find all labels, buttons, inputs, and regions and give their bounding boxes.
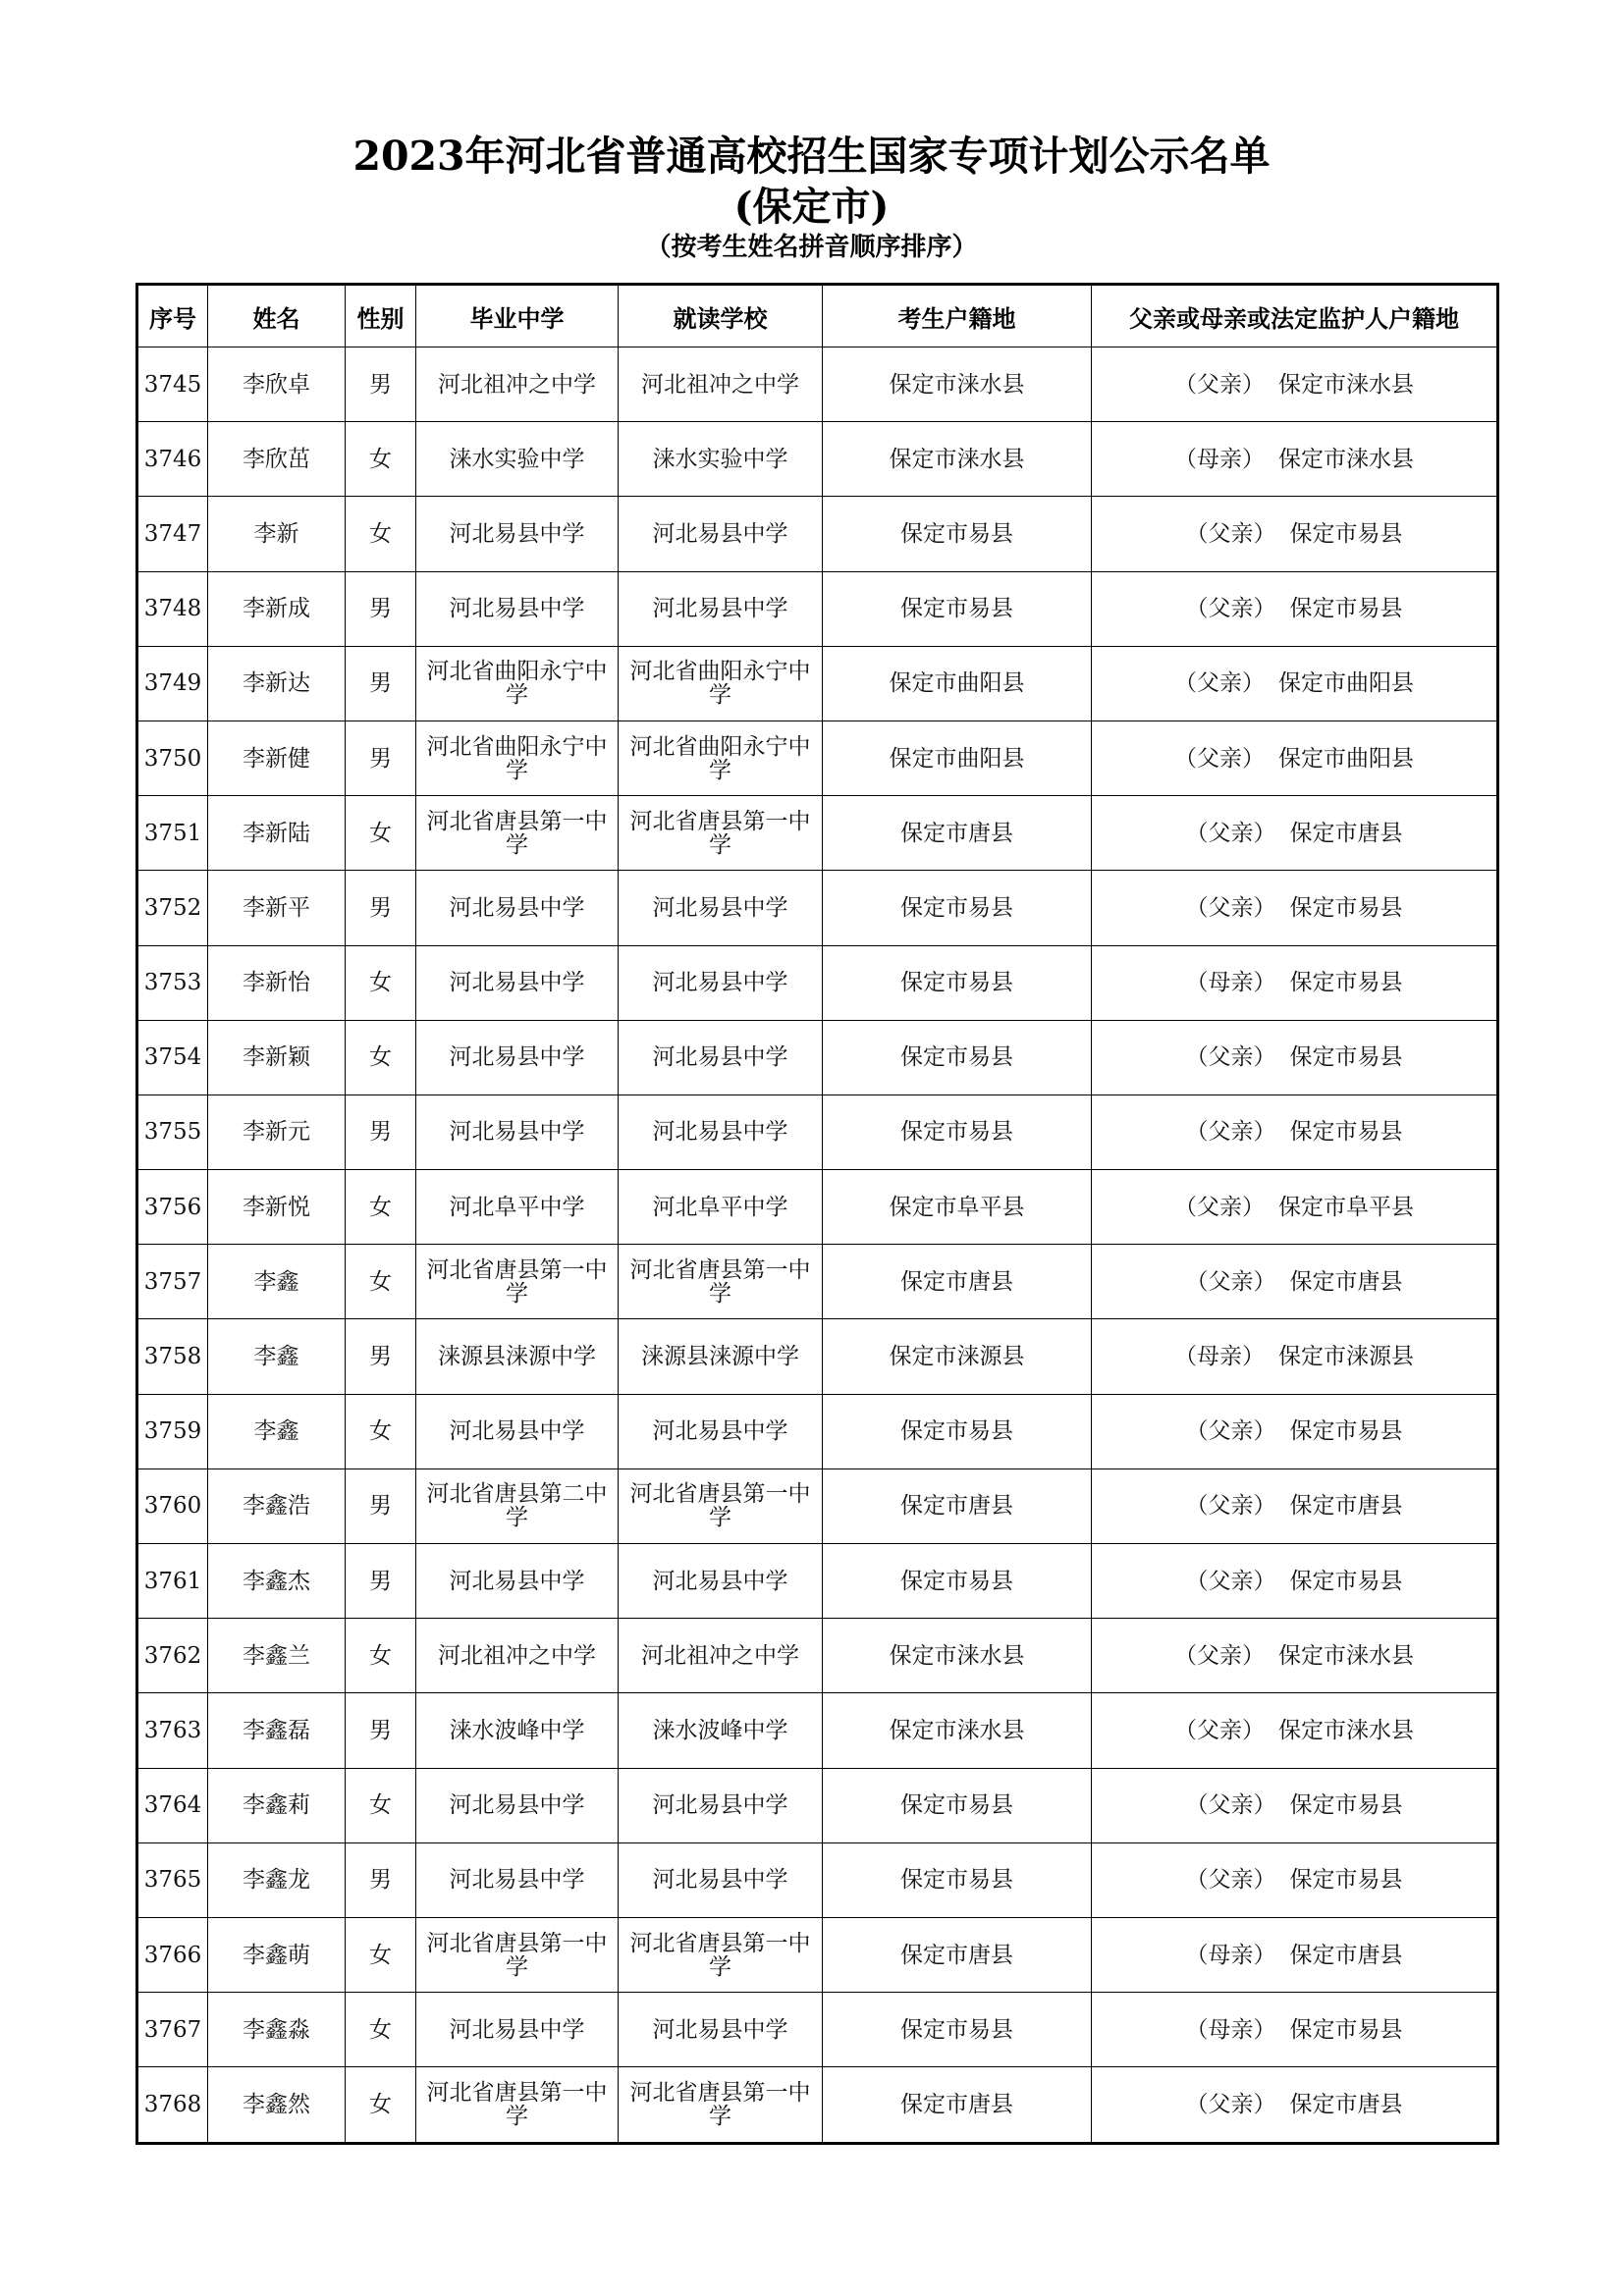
table-row xyxy=(137,1842,1498,1917)
parent-hukou-text: 保定市易县 xyxy=(1289,2016,1403,2043)
cell-grad-school: 河北易县中学 xyxy=(416,945,619,1020)
column-header-no: 序号 xyxy=(137,285,208,347)
cell-grad-school: 河北易县中学 xyxy=(416,1993,619,2067)
cell-no: 3756 xyxy=(137,1170,208,1245)
cell-name: 李鑫兰 xyxy=(208,1619,346,1693)
table-header-row xyxy=(137,285,1498,347)
parent-hukou-text: 保定市易县 xyxy=(1289,1568,1403,1594)
parent-hukou-text: 保定市唐县 xyxy=(1289,1942,1403,1968)
cell-no: 3749 xyxy=(137,646,208,721)
parent-hukou-text: 保定市阜平县 xyxy=(1278,1194,1414,1220)
cell-current-school: 河北省曲阳永宁中学 xyxy=(619,646,823,721)
column-header-parent-hukou: 父亲或母亲或法定监护人户籍地 xyxy=(1092,285,1498,347)
parent-hukou-text: 保定市易县 xyxy=(1289,970,1403,996)
table-row xyxy=(137,1095,1498,1169)
roster-body xyxy=(137,347,1498,2144)
cell-no: 3745 xyxy=(137,347,208,422)
cell-parent-hukou xyxy=(1092,871,1498,945)
parent-hukou-text: 保定市易县 xyxy=(1289,520,1403,547)
relation-text: 父亲 xyxy=(1208,1493,1254,1520)
relation-label: （母亲） xyxy=(1185,2016,1276,2043)
cell-hukou: 保定市易县 xyxy=(823,1768,1092,1842)
column-header-name: 姓名 xyxy=(208,285,346,347)
relation-label: （父亲） xyxy=(1174,371,1265,398)
cell-parent-hukou xyxy=(1092,2067,1498,2143)
cell-gender: 男 xyxy=(346,1842,416,1917)
cell-current-school: 河北省唐县第一中学 xyxy=(619,1468,823,1543)
cell-name: 李鑫磊 xyxy=(208,1693,346,1768)
cell-name: 李鑫杰 xyxy=(208,1544,346,1619)
cell-parent-hukou xyxy=(1092,1394,1498,1468)
cell-current-school: 河北省唐县第一中学 xyxy=(619,1245,823,1319)
relation-label: （父亲） xyxy=(1185,1418,1276,1445)
relation-text: 父亲 xyxy=(1208,894,1254,921)
relation-label: （父亲） xyxy=(1174,1717,1265,1743)
cell-name: 李鑫 xyxy=(208,1245,346,1319)
parent-hukou-text: 保定市唐县 xyxy=(1289,2091,1403,2117)
relation-label: （父亲） xyxy=(1185,1568,1276,1594)
cell-parent-hukou xyxy=(1092,1095,1498,1169)
cell-hukou: 保定市易县 xyxy=(823,497,1092,571)
table-row xyxy=(137,422,1498,497)
cell-no: 3746 xyxy=(137,422,208,497)
cell-grad-school: 涞水实验中学 xyxy=(416,422,619,497)
relation-text: 父亲 xyxy=(1197,1717,1242,1743)
cell-current-school: 河北易县中学 xyxy=(619,1020,823,1095)
cell-current-school: 河北祖冲之中学 xyxy=(619,1619,823,1693)
cell-hukou: 保定市唐县 xyxy=(823,1245,1092,1319)
cell-parent-hukou xyxy=(1092,571,1498,646)
cell-parent-hukou xyxy=(1092,1468,1498,1543)
cell-current-school: 河北易县中学 xyxy=(619,1394,823,1468)
cell-grad-school: 河北易县中学 xyxy=(416,1768,619,1842)
cell-no: 3748 xyxy=(137,571,208,646)
cell-grad-school: 河北易县中学 xyxy=(416,1095,619,1169)
cell-no: 3755 xyxy=(137,1095,208,1169)
cell-current-school: 河北易县中学 xyxy=(619,945,823,1020)
parent-hukou-text: 保定市唐县 xyxy=(1289,1268,1403,1295)
cell-parent-hukou xyxy=(1092,1993,1498,2067)
cell-gender: 女 xyxy=(346,1245,416,1319)
cell-parent-hukou xyxy=(1092,1319,1498,1394)
table-row xyxy=(137,1619,1498,1693)
table-row xyxy=(137,1170,1498,1245)
relation-label: （父亲） xyxy=(1185,1268,1276,1295)
relation-label: （父亲） xyxy=(1174,745,1265,772)
cell-current-school: 涞水实验中学 xyxy=(619,422,823,497)
cell-gender: 女 xyxy=(346,1917,416,1992)
cell-no: 3760 xyxy=(137,1468,208,1543)
table-row xyxy=(137,646,1498,721)
cell-name: 李鑫萌 xyxy=(208,1917,346,1992)
cell-grad-school: 河北易县中学 xyxy=(416,497,619,571)
cell-name: 李鑫淼 xyxy=(208,1993,346,2067)
cell-current-school: 河北阜平中学 xyxy=(619,1170,823,1245)
cell-gender: 女 xyxy=(346,422,416,497)
relation-text: 父亲 xyxy=(1208,2091,1254,2117)
relation-label: （父亲） xyxy=(1185,820,1276,846)
column-header-gender: 性别 xyxy=(346,285,416,347)
parent-hukou-text: 保定市曲阳县 xyxy=(1278,745,1414,772)
parent-hukou-text: 保定市易县 xyxy=(1289,1792,1403,1819)
relation-text: 父亲 xyxy=(1197,1194,1242,1220)
cell-name: 李鑫 xyxy=(208,1394,346,1468)
relation-text: 母亲 xyxy=(1197,1344,1242,1370)
table-row xyxy=(137,571,1498,646)
relation-label: （父亲） xyxy=(1185,2091,1276,2117)
cell-hukou: 保定市唐县 xyxy=(823,796,1092,871)
table-row xyxy=(137,796,1498,871)
cell-current-school: 河北易县中学 xyxy=(619,871,823,945)
relation-text: 父亲 xyxy=(1208,1792,1254,1819)
cell-name: 李鑫龙 xyxy=(208,1842,346,1917)
relation-text: 父亲 xyxy=(1208,1867,1254,1894)
cell-hukou: 保定市涞水县 xyxy=(823,347,1092,422)
table-row xyxy=(137,1544,1498,1619)
cell-gender: 男 xyxy=(346,721,416,795)
cell-no: 3766 xyxy=(137,1917,208,1992)
cell-no: 3762 xyxy=(137,1619,208,1693)
cell-gender: 女 xyxy=(346,945,416,1020)
page-title: 2023年河北省普通高校招生国家专项计划公示名单 xyxy=(352,133,1271,180)
cell-hukou: 保定市唐县 xyxy=(823,1468,1092,1543)
parent-hukou-text: 保定市唐县 xyxy=(1289,1493,1403,1520)
cell-parent-hukou xyxy=(1092,1619,1498,1693)
cell-grad-school: 河北省曲阳永宁中学 xyxy=(416,721,619,795)
cell-gender: 女 xyxy=(346,497,416,571)
relation-label: （父亲） xyxy=(1185,596,1276,622)
cell-parent-hukou xyxy=(1092,422,1498,497)
cell-gender: 女 xyxy=(346,796,416,871)
cell-current-school: 河北易县中学 xyxy=(619,1095,823,1169)
cell-gender: 男 xyxy=(346,646,416,721)
city-subtitle: (保定市) xyxy=(733,184,890,230)
cell-grad-school: 河北易县中学 xyxy=(416,1020,619,1095)
cell-no: 3751 xyxy=(137,796,208,871)
cell-current-school: 河北省唐县第一中学 xyxy=(619,1917,823,1992)
cell-name: 李新 xyxy=(208,497,346,571)
table-row xyxy=(137,2067,1498,2143)
cell-parent-hukou xyxy=(1092,1170,1498,1245)
relation-label: （母亲） xyxy=(1185,970,1276,996)
cell-gender: 男 xyxy=(346,1095,416,1169)
cell-hukou: 保定市易县 xyxy=(823,1993,1092,2067)
cell-no: 3757 xyxy=(137,1245,208,1319)
cell-name: 李鑫然 xyxy=(208,2067,346,2143)
relation-label: （父亲） xyxy=(1185,520,1276,547)
cell-gender: 男 xyxy=(346,871,416,945)
cell-name: 李欣卓 xyxy=(208,347,346,422)
cell-grad-school: 河北易县中学 xyxy=(416,571,619,646)
parent-hukou-text: 保定市易县 xyxy=(1289,1119,1403,1146)
relation-label: （父亲） xyxy=(1185,894,1276,921)
cell-name: 李新悦 xyxy=(208,1170,346,1245)
cell-hukou: 保定市易县 xyxy=(823,945,1092,1020)
relation-label: （母亲） xyxy=(1185,1942,1276,1968)
cell-current-school: 河北易县中学 xyxy=(619,1993,823,2067)
roster-table xyxy=(135,283,1499,2145)
column-header-hukou: 考生户籍地 xyxy=(823,285,1092,347)
cell-gender: 女 xyxy=(346,2067,416,2143)
cell-grad-school: 河北省唐县第一中学 xyxy=(416,1917,619,1992)
relation-label: （父亲） xyxy=(1174,670,1265,697)
cell-name: 李新成 xyxy=(208,571,346,646)
cell-hukou: 保定市唐县 xyxy=(823,1917,1092,1992)
cell-no: 3759 xyxy=(137,1394,208,1468)
relation-text: 父亲 xyxy=(1208,1568,1254,1594)
cell-current-school: 河北易县中学 xyxy=(619,571,823,646)
cell-hukou: 保定市唐县 xyxy=(823,2067,1092,2143)
table-row xyxy=(137,945,1498,1020)
cell-grad-school: 河北省唐县第二中学 xyxy=(416,1468,619,1543)
cell-current-school: 河北省唐县第一中学 xyxy=(619,796,823,871)
table-row xyxy=(137,871,1498,945)
cell-hukou: 保定市易县 xyxy=(823,1842,1092,1917)
cell-gender: 女 xyxy=(346,1768,416,1842)
cell-grad-school: 河北易县中学 xyxy=(416,1394,619,1468)
cell-parent-hukou xyxy=(1092,347,1498,422)
cell-no: 3747 xyxy=(137,497,208,571)
relation-label: （父亲） xyxy=(1185,1493,1276,1520)
cell-hukou: 保定市涞水县 xyxy=(823,422,1092,497)
cell-no: 3768 xyxy=(137,2067,208,2143)
cell-gender: 女 xyxy=(346,1394,416,1468)
cell-no: 3761 xyxy=(137,1544,208,1619)
table-row xyxy=(137,1245,1498,1319)
table-row xyxy=(137,1020,1498,1095)
cell-parent-hukou xyxy=(1092,1842,1498,1917)
table-row xyxy=(137,1319,1498,1394)
cell-grad-school: 河北祖冲之中学 xyxy=(416,1619,619,1693)
cell-gender: 男 xyxy=(346,1544,416,1619)
cell-current-school: 河北易县中学 xyxy=(619,1768,823,1842)
cell-no: 3765 xyxy=(137,1842,208,1917)
table-row xyxy=(137,497,1498,571)
parent-hukou-text: 保定市易县 xyxy=(1289,596,1403,622)
parent-hukou-text: 保定市涞水县 xyxy=(1278,446,1414,472)
table-row xyxy=(137,1917,1498,1992)
column-header-grad-school: 毕业中学 xyxy=(416,285,619,347)
cell-no: 3764 xyxy=(137,1768,208,1842)
cell-current-school: 河北省曲阳永宁中学 xyxy=(619,721,823,795)
relation-text: 父亲 xyxy=(1208,520,1254,547)
relation-text: 父亲 xyxy=(1208,1268,1254,1295)
cell-no: 3767 xyxy=(137,1993,208,2067)
cell-parent-hukou xyxy=(1092,1020,1498,1095)
cell-current-school: 河北易县中学 xyxy=(619,1842,823,1917)
table-row xyxy=(137,1993,1498,2067)
relation-label: （母亲） xyxy=(1174,446,1265,472)
cell-hukou: 保定市易县 xyxy=(823,1394,1092,1468)
cell-current-school: 河北祖冲之中学 xyxy=(619,347,823,422)
table-row xyxy=(137,1693,1498,1768)
cell-current-school: 涞源县涞源中学 xyxy=(619,1319,823,1394)
table-row xyxy=(137,347,1498,422)
parent-hukou-text: 保定市易县 xyxy=(1289,1418,1403,1445)
cell-current-school: 河北易县中学 xyxy=(619,497,823,571)
cell-gender: 男 xyxy=(346,1319,416,1394)
relation-text: 父亲 xyxy=(1208,1119,1254,1146)
cell-parent-hukou xyxy=(1092,1693,1498,1768)
cell-grad-school: 河北省唐县第一中学 xyxy=(416,796,619,871)
parent-hukou-text: 保定市涞源县 xyxy=(1278,1344,1414,1370)
cell-grad-school: 涞源县涞源中学 xyxy=(416,1319,619,1394)
cell-parent-hukou xyxy=(1092,796,1498,871)
cell-name: 李新陆 xyxy=(208,796,346,871)
relation-label: （父亲） xyxy=(1185,1044,1276,1071)
relation-text: 父亲 xyxy=(1208,1418,1254,1445)
cell-name: 李欣茁 xyxy=(208,422,346,497)
cell-grad-school: 河北祖冲之中学 xyxy=(416,347,619,422)
cell-hukou: 保定市易县 xyxy=(823,1095,1092,1169)
cell-parent-hukou xyxy=(1092,1245,1498,1319)
cell-no: 3750 xyxy=(137,721,208,795)
relation-text: 母亲 xyxy=(1208,2016,1254,2043)
cell-name: 李新怡 xyxy=(208,945,346,1020)
column-header-current-school: 就读学校 xyxy=(619,285,823,347)
cell-grad-school: 河北阜平中学 xyxy=(416,1170,619,1245)
cell-name: 李新元 xyxy=(208,1095,346,1169)
table-row xyxy=(137,721,1498,795)
sort-note: （按考生姓名拼音顺序排序） xyxy=(645,233,978,262)
cell-grad-school: 河北省曲阳永宁中学 xyxy=(416,646,619,721)
cell-current-school: 涞水波峰中学 xyxy=(619,1693,823,1768)
cell-name: 李鑫 xyxy=(208,1319,346,1394)
cell-hukou: 保定市阜平县 xyxy=(823,1170,1092,1245)
cell-name: 李新颖 xyxy=(208,1020,346,1095)
cell-gender: 男 xyxy=(346,347,416,422)
parent-hukou-text: 保定市易县 xyxy=(1289,894,1403,921)
parent-hukou-text: 保定市唐县 xyxy=(1289,820,1403,846)
relation-text: 父亲 xyxy=(1208,820,1254,846)
cell-hukou: 保定市易县 xyxy=(823,1020,1092,1095)
cell-hukou: 保定市涞水县 xyxy=(823,1693,1092,1768)
cell-gender: 女 xyxy=(346,1619,416,1693)
cell-hukou: 保定市易县 xyxy=(823,571,1092,646)
cell-name: 李新达 xyxy=(208,646,346,721)
relation-text: 父亲 xyxy=(1197,371,1242,398)
parent-hukou-text: 保定市易县 xyxy=(1289,1867,1403,1894)
relation-text: 母亲 xyxy=(1197,446,1242,472)
cell-parent-hukou xyxy=(1092,945,1498,1020)
cell-grad-school: 河北易县中学 xyxy=(416,1544,619,1619)
relation-text: 父亲 xyxy=(1197,745,1242,772)
cell-hukou: 保定市曲阳县 xyxy=(823,721,1092,795)
cell-gender: 男 xyxy=(346,1693,416,1768)
cell-grad-school: 河北易县中学 xyxy=(416,1842,619,1917)
cell-hukou: 保定市易县 xyxy=(823,871,1092,945)
cell-grad-school: 河北易县中学 xyxy=(416,871,619,945)
cell-no: 3758 xyxy=(137,1319,208,1394)
relation-text: 父亲 xyxy=(1197,1642,1242,1669)
parent-hukou-text: 保定市曲阳县 xyxy=(1278,670,1414,697)
parent-hukou-text: 保定市涞水县 xyxy=(1278,1642,1414,1669)
cell-grad-school: 涞水波峰中学 xyxy=(416,1693,619,1768)
cell-hukou: 保定市曲阳县 xyxy=(823,646,1092,721)
cell-hukou: 保定市涞源县 xyxy=(823,1319,1092,1394)
parent-hukou-text: 保定市易县 xyxy=(1289,1044,1403,1071)
cell-no: 3763 xyxy=(137,1693,208,1768)
cell-name: 李鑫浩 xyxy=(208,1468,346,1543)
cell-gender: 女 xyxy=(346,1020,416,1095)
cell-gender: 男 xyxy=(346,1468,416,1543)
relation-text: 母亲 xyxy=(1208,1942,1254,1968)
relation-label: （母亲） xyxy=(1174,1344,1265,1370)
cell-parent-hukou xyxy=(1092,1917,1498,1992)
cell-gender: 女 xyxy=(346,1170,416,1245)
cell-name: 李新平 xyxy=(208,871,346,945)
cell-hukou: 保定市易县 xyxy=(823,1544,1092,1619)
cell-gender: 女 xyxy=(346,1993,416,2067)
cell-parent-hukou xyxy=(1092,1768,1498,1842)
relation-label: （父亲） xyxy=(1185,1792,1276,1819)
table-row xyxy=(137,1768,1498,1842)
cell-current-school: 河北易县中学 xyxy=(619,1544,823,1619)
cell-no: 3754 xyxy=(137,1020,208,1095)
relation-text: 父亲 xyxy=(1197,670,1242,697)
cell-name: 李鑫莉 xyxy=(208,1768,346,1842)
table-row xyxy=(137,1394,1498,1468)
relation-label: （父亲） xyxy=(1185,1867,1276,1894)
cell-name: 李新健 xyxy=(208,721,346,795)
cell-gender: 男 xyxy=(346,571,416,646)
relation-label: （父亲） xyxy=(1185,1119,1276,1146)
relation-text: 母亲 xyxy=(1208,970,1254,996)
cell-no: 3752 xyxy=(137,871,208,945)
cell-current-school: 河北省唐县第一中学 xyxy=(619,2067,823,2143)
cell-parent-hukou xyxy=(1092,646,1498,721)
relation-label: （父亲） xyxy=(1174,1642,1265,1669)
cell-hukou: 保定市涞水县 xyxy=(823,1619,1092,1693)
table-row xyxy=(137,1468,1498,1543)
relation-text: 父亲 xyxy=(1208,596,1254,622)
cell-grad-school: 河北省唐县第一中学 xyxy=(416,1245,619,1319)
parent-hukou-text: 保定市涞水县 xyxy=(1278,371,1414,398)
cell-no: 3753 xyxy=(137,945,208,1020)
cell-grad-school: 河北省唐县第一中学 xyxy=(416,2067,619,2143)
relation-label: （父亲） xyxy=(1174,1194,1265,1220)
cell-parent-hukou xyxy=(1092,721,1498,795)
parent-hukou-text: 保定市涞水县 xyxy=(1278,1717,1414,1743)
cell-parent-hukou xyxy=(1092,497,1498,571)
cell-parent-hukou xyxy=(1092,1544,1498,1619)
relation-text: 父亲 xyxy=(1208,1044,1254,1071)
